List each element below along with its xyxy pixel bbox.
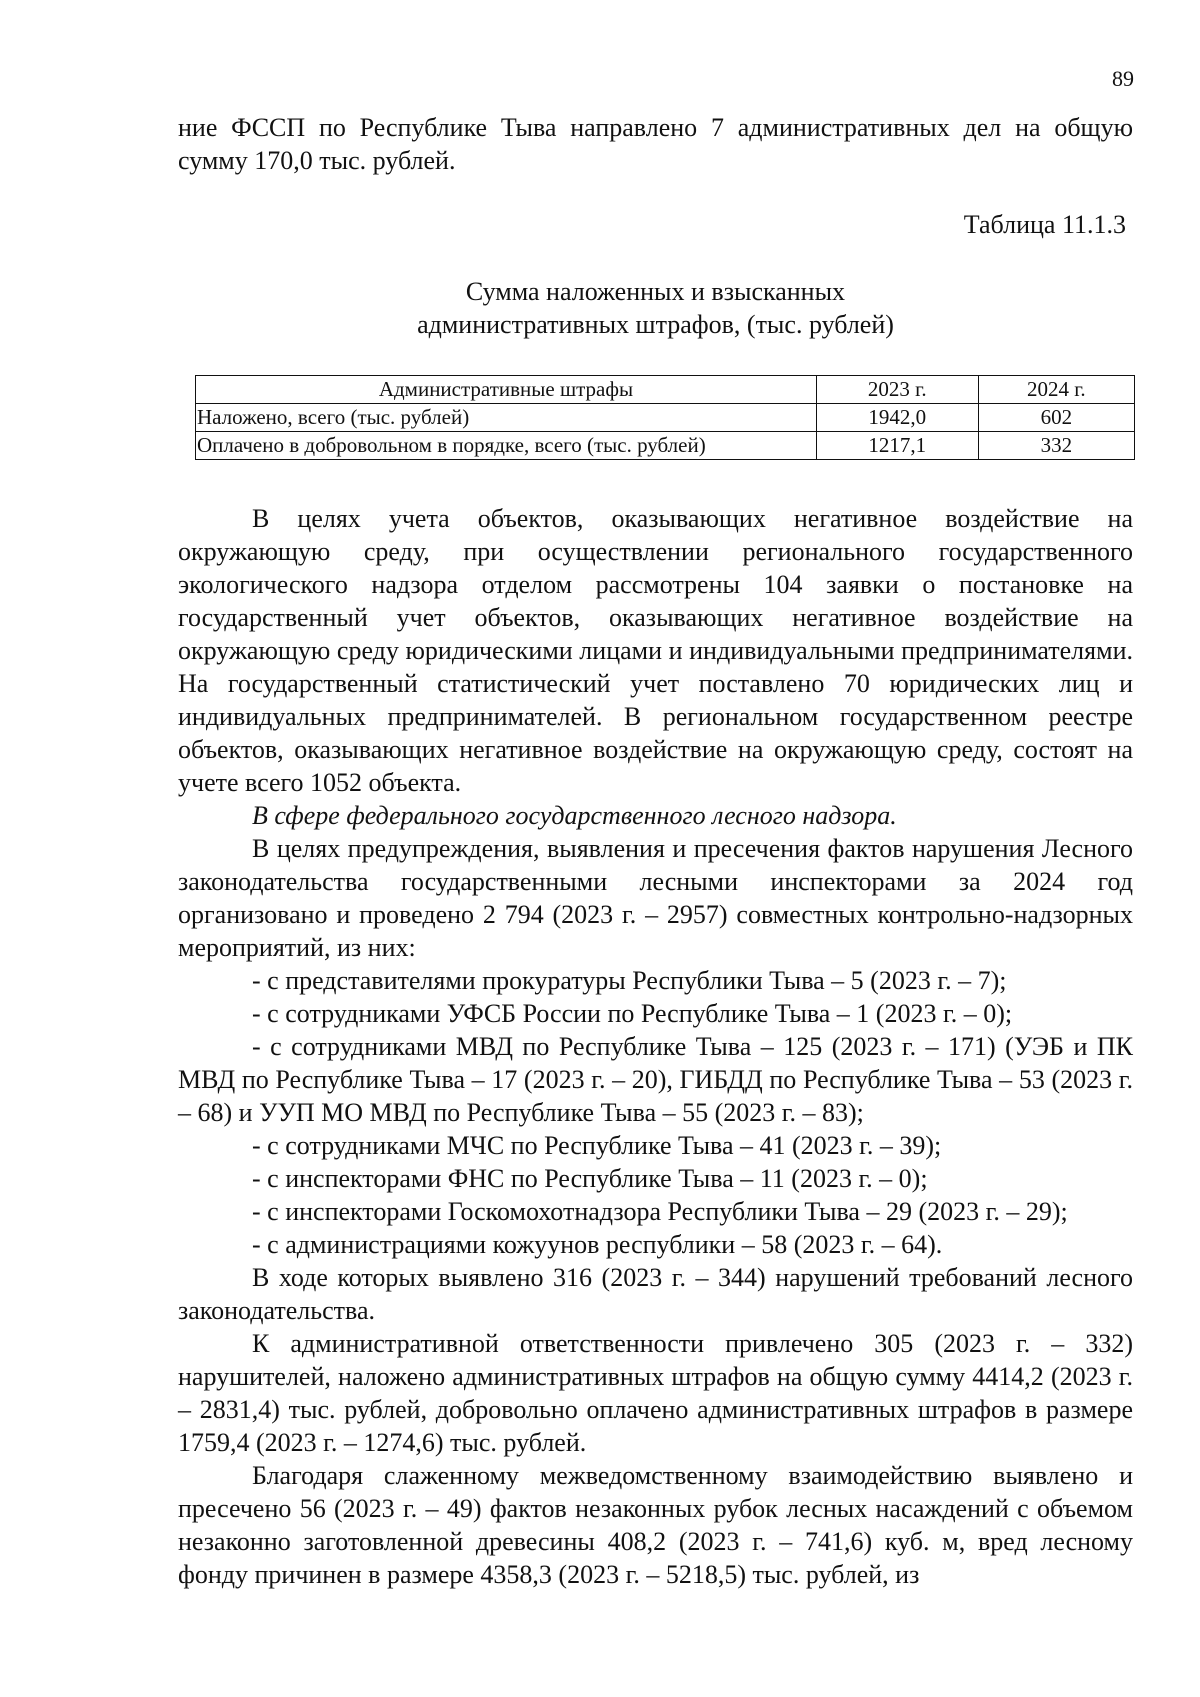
table-header-row — [196, 376, 1135, 404]
table-row — [196, 404, 1135, 432]
body-text — [178, 502, 1133, 1591]
row-label: Оплачено в добровольном в порядке, всего (тыс. рублей) — [196, 432, 817, 460]
fines-table — [195, 375, 1135, 460]
list-item: - с администрациями кожуунов республики – 58 (2023 г. – 64). — [252, 1230, 943, 1259]
section-heading-forest-supervision: В сфере федерального государственного лесного надзора. — [252, 801, 897, 830]
header-year-2023: 2023 г. — [816, 376, 978, 404]
table-title-line-1: Сумма наложенных и взысканных — [465, 277, 846, 306]
row-label: Наложено, всего (тыс. рублей) — [196, 404, 817, 432]
page-number: 89 — [1112, 66, 1134, 91]
table-title — [178, 275, 1133, 341]
list-item: - с сотрудниками УФСБ России по Республике Тыва – 1 (2023 г. – 0); — [252, 999, 1013, 1028]
intro-paragraph — [178, 111, 1133, 177]
paragraph-fines: К административной ответственности привлечено 305 (2023 г. – 332) нарушителей, наложено административных штрафов на общую сумму 4414,2 (2023 г. – 2831,4) тыс. рублей, добровольно оплачено административных штрафов в размере 1759,4 (2023 г. – 1274,6) тыс. рублей. — [178, 1329, 1133, 1457]
list-item: - с сотрудниками МЧС по Республике Тыва – 41 (2023 г. – 39); — [252, 1131, 942, 1160]
table-title-line-2: административных штрафов, (тыс. рублей) — [417, 310, 894, 339]
header-category: Административные штрафы — [196, 376, 817, 404]
table-label: Таблица 11.1.3 — [963, 210, 1126, 239]
paragraph-illegal-logging: Благодаря слаженному межведомственному взаимодействию выявлено и пресечено 56 (2023 г. – 49) фактов незаконных рубок лесных насаждений с объемом незаконно заготовленной древесины 408,2 (2023 г. – 741,6) куб. м, вред лесному фонду причинен в размере 4358,3 (2023 г. – 5218,5) тыс. рублей, из — [178, 1461, 1133, 1589]
list-item: - с инспекторами Госкомохотнадзора Республики Тыва – 29 (2023 г. – 29); — [252, 1197, 1068, 1226]
paragraph-registration: В целях учета объектов, оказывающих негативное воздействие на окружающую среду, при осуществлении регионального государственного экологического надзора отделом рассмотрены 104 заявки о постановке на государственный учет объектов, оказывающих негативное воздействие на окружающую среду юридическими лицами и индивидуальными предпринимателями. На государственный статистический учет поставлено 70 юридических лиц и индивидуальных предпринимателей. В региональном государственном реестре объектов, оказывающих негативное воздействие на окружающую среду, состоят на учете всего 1052 объекта. — [178, 504, 1133, 797]
paragraph-inspections: В целях предупреждения, выявления и пресечения фактов нарушения Лесного законодательства государственными лесными инспекторами за 2024 год организовано и проведено 2 794 (2023 г. – 2957) совместных контрольно-надзорных мероприятий, из них: — [178, 834, 1133, 962]
row-value-2024: 332 — [978, 432, 1134, 460]
intro-text: ние ФССП по Республике Тыва направлено 7 административных дел на общую сумму 170,0 тыс. рублей. — [178, 113, 1133, 175]
table-row — [196, 432, 1135, 460]
header-year-2024: 2024 г. — [978, 376, 1134, 404]
paragraph-violations: В ходе которых выявлено 316 (2023 г. – 344) нарушений требований лесного законодательства. — [178, 1263, 1133, 1325]
row-value-2023: 1942,0 — [816, 404, 978, 432]
list-item: - с сотрудниками МВД по Республике Тыва – 125 (2023 г. – 171) (УЭБ и ПК МВД по Республике Тыва – 17 (2023 г. – 20), ГИБДД по Республике Тыва – 53 (2023 г. – 68) и УУП МО МВД по Республике Тыва – 55 (2023 г. – 83); — [178, 1032, 1133, 1127]
list-item: - с представителями прокуратуры Республики Тыва – 5 (2023 г. – 7); — [252, 966, 1007, 995]
row-value-2023: 1217,1 — [816, 432, 978, 460]
list-item: - с инспекторами ФНС по Республике Тыва – 11 (2023 г. – 0); — [252, 1164, 928, 1193]
row-value-2024: 602 — [978, 404, 1134, 432]
